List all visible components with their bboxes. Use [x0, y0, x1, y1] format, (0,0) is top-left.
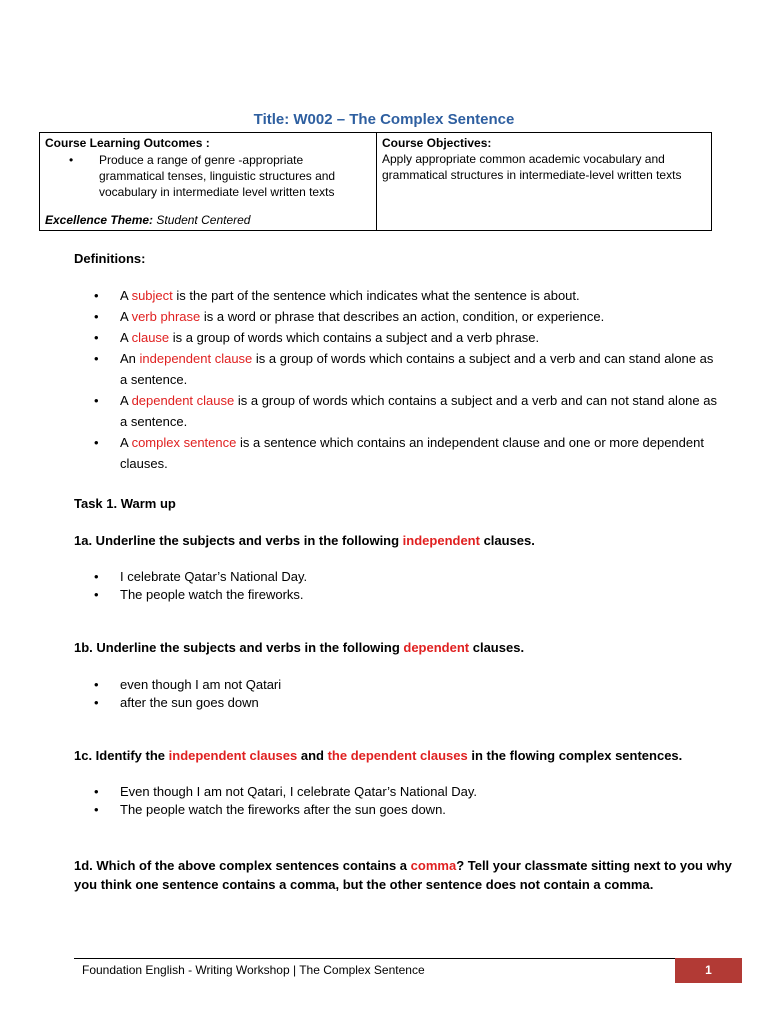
definition-term: independent clause: [139, 351, 253, 366]
list-item: • Even though I am not Qatari, I celebrate Qatar’s National Day.: [94, 784, 477, 799]
definition-item: • A subject is the part of the sentence which indicates what the sentence is about.: [90, 285, 720, 306]
list-item: • after the sun goes down: [94, 695, 259, 710]
task1a-prompt: 1a. Underline the subjects and verbs in the following independent clauses.: [74, 533, 535, 548]
learning-outcomes-header: Course Learning Outcomes :: [45, 136, 210, 150]
task1c-list: [90, 783, 477, 819]
bullet-icon: •: [94, 695, 99, 710]
highlight-term: comma: [410, 858, 457, 873]
list-item: • The people watch the fireworks.: [94, 587, 304, 602]
bullet-icon: •: [94, 435, 99, 450]
task1d-prompt: 1d. Which of the above complex sentences contains a comma? Tell your classmate sitting next to you why you think one sentence contains a comma, but the other sentence does not contain a comma.: [74, 858, 732, 892]
definition-item: • A complex sentence is a sentence which contains an independent clause and one or more dependent clauses.: [90, 432, 720, 474]
excellence-theme-label: Excellence Theme:: [45, 213, 154, 227]
bullet-icon: •: [94, 309, 99, 324]
excellence-theme: [45, 212, 371, 228]
definition-item: • An independent clause is a group of words which contains a subject and a verb and can stand alone as a sentence.: [90, 348, 720, 390]
definition-term: complex sentence: [131, 435, 237, 450]
definition-term: verb phrase: [131, 309, 201, 324]
bullet-icon: •: [94, 351, 99, 366]
learning-outcome-item: [67, 152, 371, 200]
learning-outcomes-cell: [40, 133, 377, 231]
bullet-icon: •: [94, 677, 99, 692]
definition-term: subject: [131, 288, 173, 303]
definition-term: dependent clause: [131, 393, 235, 408]
bullet-icon: •: [94, 587, 99, 602]
page-title: Title: W002 – The Complex Sentence: [253, 111, 515, 128]
highlight-term: dependent: [403, 640, 470, 655]
course-objectives-cell: [377, 133, 712, 231]
highlight-term: independent clauses: [168, 748, 298, 763]
highlight-term: the dependent clauses: [327, 748, 468, 763]
bullet-icon: •: [94, 802, 99, 817]
task1-heading: Task 1. Warm up: [74, 496, 176, 511]
course-objective-text: Apply appropriate common academic vocabulary and grammatical structures in intermediate-level written texts: [382, 152, 682, 182]
highlight-term: independent: [402, 533, 480, 548]
definition-item: • A clause is a group of words which contains a subject and a verb phrase.: [90, 327, 720, 348]
course-info-table: [39, 132, 712, 231]
list-item: • I celebrate Qatar’s National Day.: [94, 569, 308, 584]
bullet-icon: •: [94, 393, 99, 408]
course-objectives-header: Course Objectives:: [382, 136, 492, 150]
page-number: 1: [675, 958, 742, 983]
bullet-icon: •: [69, 153, 74, 167]
task1c-prompt: 1c. Identify the independent clauses and the dependent clauses in the flowing complex sentences.: [74, 748, 683, 763]
learning-outcome-text: Produce a range of genre -appropriate grammatical tenses, linguistic structures and vocabulary in intermediate level written texts: [99, 153, 336, 199]
definition-item: • A dependent clause is a group of words which contains a subject and a verb and can not stand alone as a sentence.: [90, 390, 720, 432]
definition-item: • A verb phrase is a word or phrase that describes an action, condition, or experience.: [90, 306, 720, 327]
footer-divider: [74, 958, 739, 959]
definitions-heading: Definitions:: [74, 251, 146, 266]
list-item: • even though I am not Qatari: [94, 677, 282, 692]
list-item: • The people watch the fireworks after the sun goes down.: [94, 802, 446, 817]
task1b-list: [90, 676, 281, 712]
bullet-icon: •: [94, 330, 99, 345]
definitions-list: [90, 285, 720, 474]
definition-term: clause: [131, 330, 170, 345]
task1b-prompt: 1b. Underline the subjects and verbs in the following dependent clauses.: [74, 640, 525, 655]
bullet-icon: •: [94, 288, 99, 303]
task1a-list: [90, 568, 307, 604]
bullet-icon: •: [94, 784, 99, 799]
footer-text: Foundation English - Writing Workshop | The Complex Sentence: [82, 963, 425, 977]
bullet-icon: •: [94, 569, 99, 584]
excellence-theme-value: Student Centered: [153, 213, 251, 227]
